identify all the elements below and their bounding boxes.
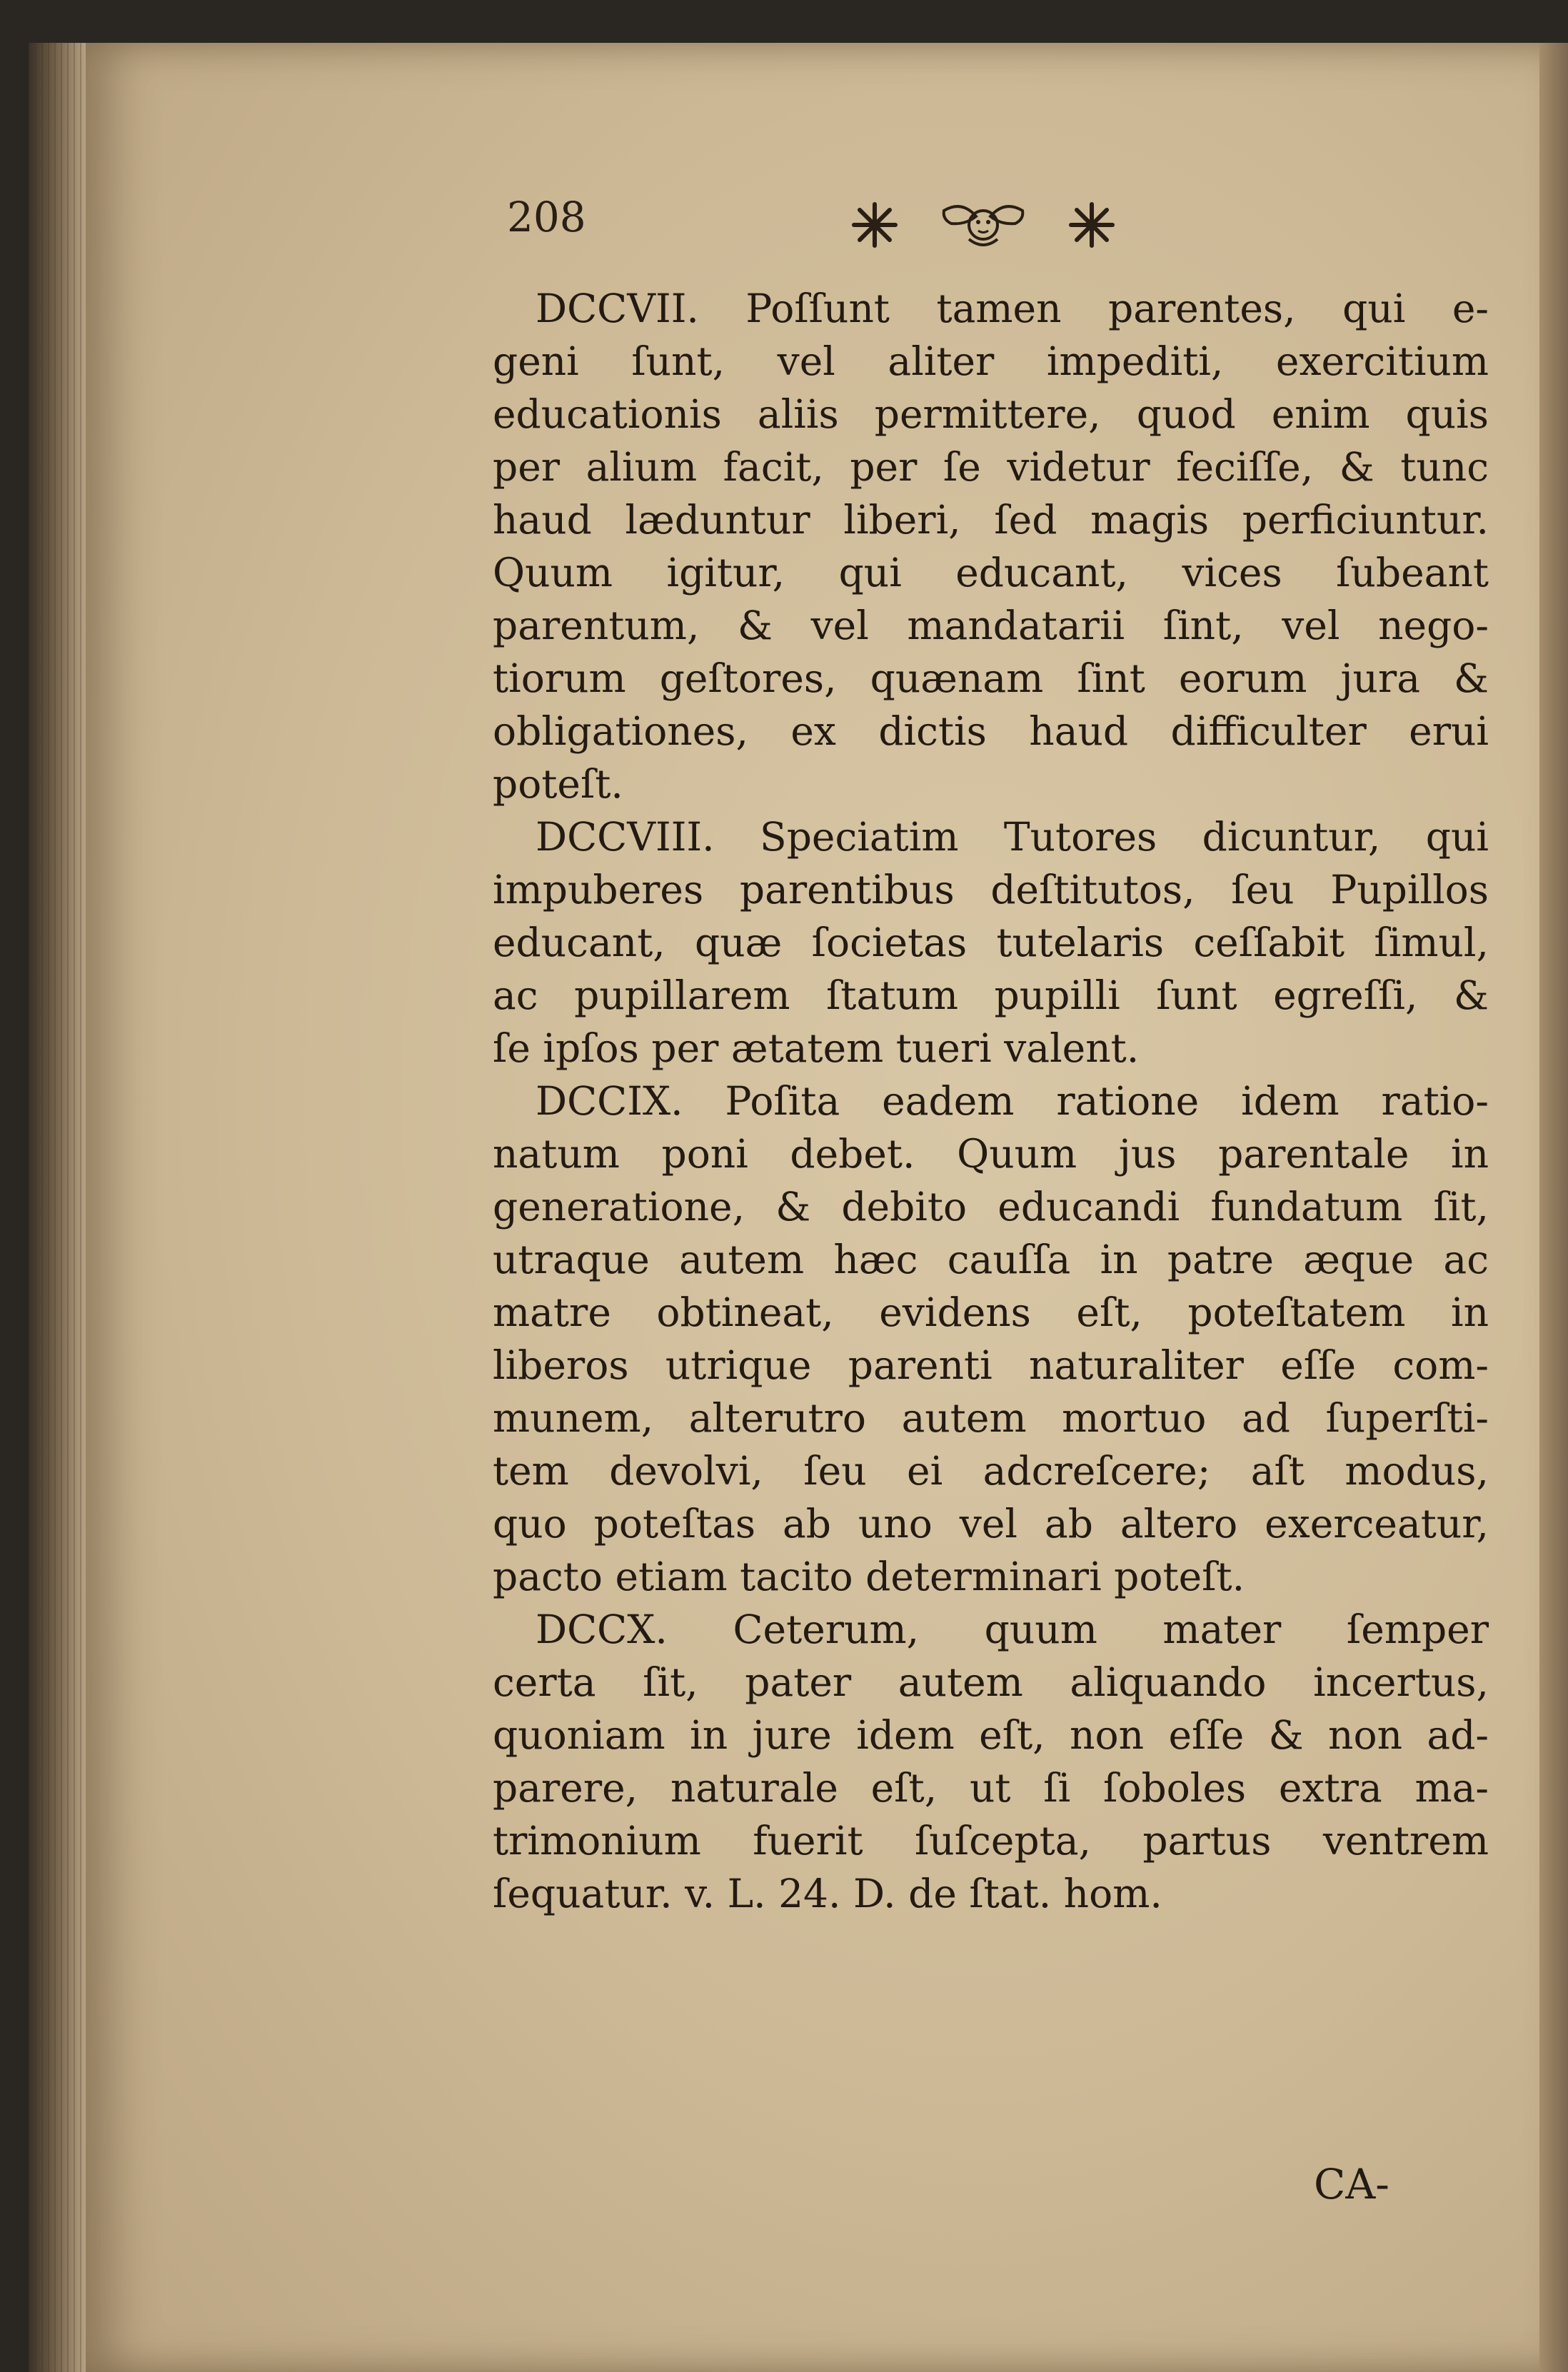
text-line: liberos utrique parenti naturaliter eſſe com-: [493, 1342, 1489, 1388]
paragraph-dccviii: [493, 810, 1489, 1075]
text-line: pacto etiam tacito determinari poteſt.: [493, 1554, 1245, 1599]
text-line: educant, quæ ſocietas tutelaris ceſſabit ſimul,: [493, 920, 1489, 965]
asterisk-ornament-icon: [850, 200, 900, 250]
text-line: munem, alterutro autem mortuo ad ſuperſti-: [493, 1395, 1489, 1441]
text-line: haud læduntur liberi, ſed magis perficiuntur.: [493, 497, 1489, 543]
asterisk-ornament-icon: [1067, 200, 1117, 250]
text-line: parentum, & vel mandatarii ſint, vel nego-: [493, 603, 1489, 648]
text-line: tiorum geſtores, quænam ſint eorum jura &: [493, 655, 1489, 701]
text-line: matre obtineat, evidens eſt, poteſtatem in: [493, 1290, 1489, 1335]
text-line: DCCVIII. Speciatim Tutores dicuntur, qui: [536, 814, 1489, 860]
text-line: ſe ipſos per ætatem tueri valent.: [493, 1025, 1140, 1071]
cherub-ornament-icon: [937, 196, 1030, 253]
text-line: quoniam in jure idem eſt, non eſſe & non ad-: [493, 1712, 1489, 1758]
paragraph-dccix: [493, 1075, 1489, 1603]
text-line: natum poni debet. Quum jus parentale in: [493, 1131, 1489, 1177]
text-line: generatione, & debito educandi fundatum ſit,: [493, 1184, 1489, 1230]
text-line: quo poteſtas ab uno vel ab altero exerceatur,: [493, 1501, 1489, 1547]
text-line: Quum igitur, qui educant, vices ſubeant: [493, 550, 1489, 595]
text-line: tem devolvi, ſeu ei adcreſcere; aſt modus,: [493, 1448, 1489, 1494]
paragraph-dccx: [493, 1603, 1489, 1920]
text-line: certa ſit, pater autem aliquando incertus,: [493, 1659, 1489, 1705]
text-line: poteſt.: [493, 761, 623, 807]
page-number: 208: [507, 193, 586, 241]
header-ornaments: [850, 193, 1164, 257]
text-line: impuberes parentibus deſtitutos, ſeu Pupillos: [493, 867, 1489, 913]
text-line: ſequatur. v. L. 24. D. de ſtat. hom.: [493, 1871, 1162, 1916]
text-line: obligationes, ex dictis haud difficulter erui: [493, 708, 1489, 754]
text-line: geni ſunt, vel aliter impediti, exercitium: [493, 338, 1489, 384]
text-line: parere, naturale eſt, ut ſi ſoboles extra ma-: [493, 1765, 1489, 1811]
text-line: DCCVII. Poſſunt tamen parentes, qui e-: [536, 286, 1489, 331]
catchword: CA-: [1314, 2160, 1389, 2208]
text-line: DCCX. Ceterum, quum mater ſemper: [536, 1607, 1489, 1652]
text-line: ac pupillarem ſtatum pupilli ſunt egreſſi, &: [493, 973, 1489, 1018]
text-line: utraque autem hæc cauſſa in patre æque ac: [493, 1237, 1489, 1282]
paragraph-dccvii: [493, 282, 1489, 810]
running-header: [507, 193, 1507, 271]
text-line: educationis aliis permittere, quod enim quis: [493, 391, 1489, 437]
text-line: per alium facit, per ſe videtur feciſſe, & tunc: [493, 444, 1489, 490]
page-right-edge: [1539, 43, 1568, 2372]
text-line: trimonium fuerit ſuſcepta, partus ventrem: [493, 1818, 1489, 1864]
body-text: [493, 282, 1489, 1920]
text-line: DCCIX. Poſita eadem ratione idem ratio-: [536, 1078, 1489, 1124]
